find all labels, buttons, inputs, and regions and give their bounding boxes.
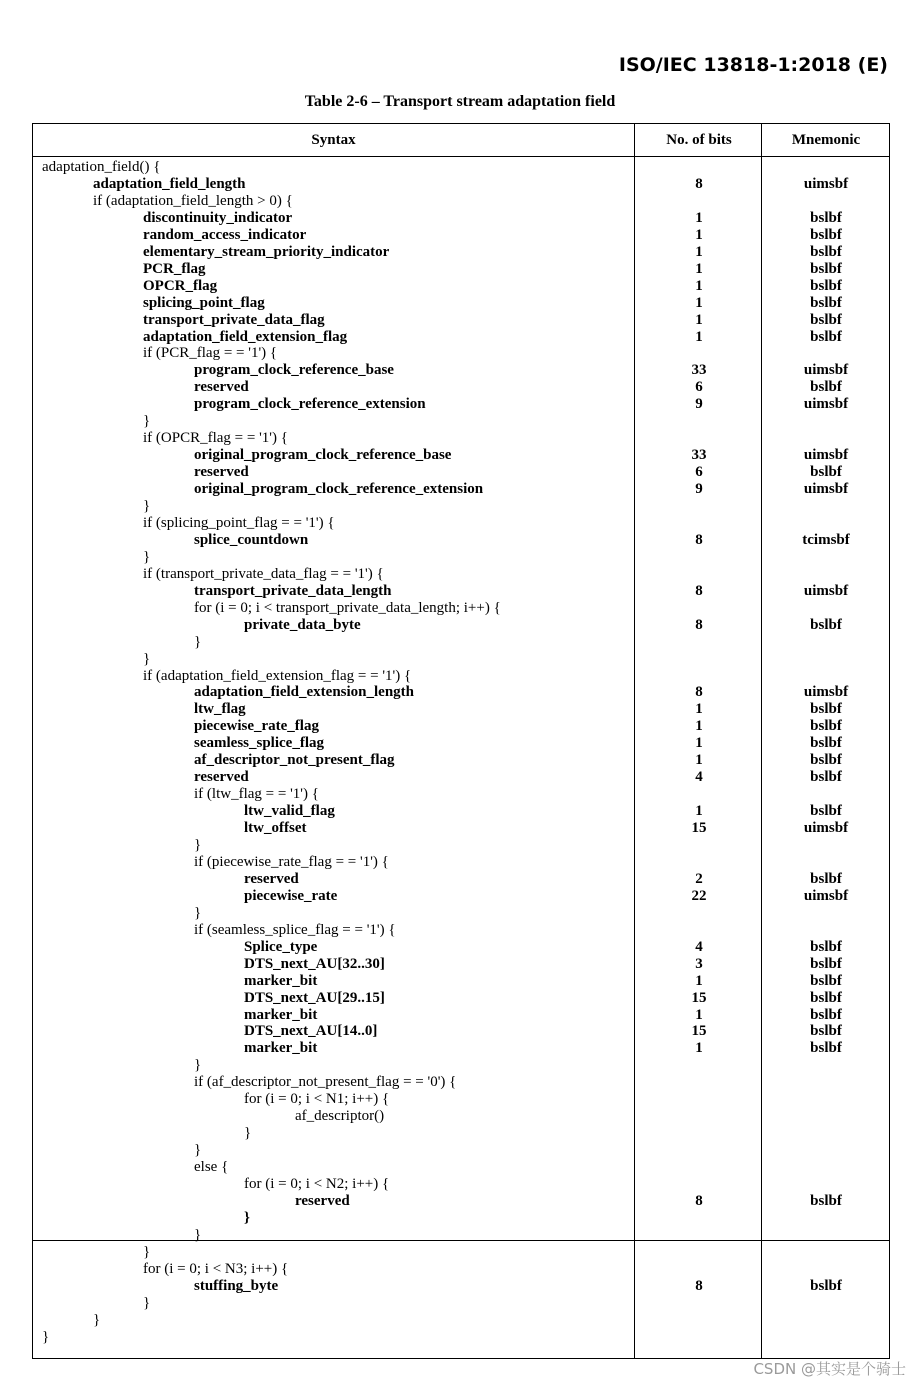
bits-cell: 9 — [695, 396, 703, 413]
syntax-cell: marker_bit — [244, 1040, 318, 1057]
syntax-cell: Splice_type — [244, 938, 318, 955]
table-row — [33, 701, 889, 718]
table-row — [33, 718, 889, 735]
table-row — [33, 295, 889, 312]
syntax-cell: adaptation_field_length — [93, 175, 246, 192]
bits-cell: 22 — [691, 887, 707, 904]
bits-cell: 1 — [695, 209, 703, 226]
bits-cell: 1 — [695, 972, 703, 989]
syntax-cell: if (piecewise_rate_flag = = '1') { — [194, 853, 389, 870]
mnemonic-cell: bslbf — [810, 209, 842, 226]
table-row — [33, 1108, 889, 1125]
syntax-cell: } — [194, 1142, 202, 1159]
table-row — [33, 379, 889, 396]
table-row — [33, 176, 889, 193]
syntax-cell: reserved — [194, 769, 249, 786]
bits-cell: 2 — [695, 870, 703, 887]
syntax-cell: piecewise_rate — [244, 887, 338, 904]
table-row — [33, 1159, 889, 1176]
table-row — [33, 990, 889, 1007]
table-row — [33, 362, 889, 379]
syntax-cell: transport_private_data_flag — [143, 311, 325, 328]
bits-cell: 1 — [695, 701, 703, 718]
bits-cell: 1 — [695, 803, 703, 820]
table-row — [33, 1261, 889, 1278]
bits-cell: 15 — [691, 989, 707, 1006]
bits-cell: 6 — [695, 379, 703, 396]
syntax-cell: for (i = 0; i < N1; i++) { — [244, 1091, 390, 1108]
syntax-cell: program_clock_reference_extension — [194, 396, 426, 413]
syntax-cell: discontinuity_indicator — [143, 209, 293, 226]
syntax-cell: private_data_byte — [244, 616, 361, 633]
mnemonic-cell: uimsbf — [803, 820, 849, 837]
table-row — [33, 1007, 889, 1024]
table-row — [33, 1074, 889, 1091]
table-row — [33, 312, 889, 329]
mnemonic-cell: bslbf — [810, 1192, 842, 1209]
syntax-cell: original_program_clock_reference_base — [194, 447, 452, 464]
syntax-cell: DTS_next_AU[29..15] — [244, 989, 385, 1006]
table-row — [33, 803, 889, 820]
table-row — [33, 668, 889, 685]
syntax-cell: } — [244, 1209, 250, 1226]
syntax-cell: } — [194, 1057, 202, 1074]
syntax-cell: } — [93, 1311, 101, 1328]
table-row — [33, 210, 889, 227]
table-row — [33, 329, 889, 346]
table-row — [33, 583, 889, 600]
syntax-cell: splice_countdown — [194, 531, 309, 548]
syntax-cell: if (PCR_flag = = '1') { — [143, 345, 278, 362]
table-row — [33, 854, 889, 871]
table-row — [33, 939, 889, 956]
syntax-cell: if (af_descriptor_not_present_flag = = '0') { — [194, 1074, 457, 1091]
bits-cell: 1 — [695, 243, 703, 260]
bits-cell: 33 — [691, 447, 707, 464]
table-row — [33, 1210, 889, 1227]
bits-cell: 8 — [695, 616, 703, 633]
syntax-cell: ltw_offset — [244, 820, 307, 837]
bits-cell: 9 — [695, 481, 703, 498]
syntax-cell: for (i = 0; i < transport_private_data_length; i++) { — [194, 599, 501, 616]
syntax-cell: ltw_flag — [194, 701, 246, 718]
table-row — [33, 956, 889, 973]
syntax-cell: adaptation_field_extension_flag — [143, 328, 348, 345]
syntax-table — [32, 123, 890, 1359]
syntax-cell: } — [143, 413, 151, 430]
syntax-cell: splicing_point_flag — [143, 294, 265, 311]
bits-cell: 6 — [695, 464, 703, 481]
bits-cell: 8 — [695, 175, 703, 192]
mnemonic-cell: uimsbf — [803, 175, 849, 192]
bits-cell: 4 — [695, 938, 703, 955]
bits-cell: 1 — [695, 294, 703, 311]
table-row — [33, 1040, 889, 1057]
table-row — [33, 447, 889, 464]
syntax-cell: if (adaptation_field_length > 0) { — [93, 192, 293, 209]
table-row — [33, 922, 889, 939]
table-row — [33, 566, 889, 583]
mnemonic-cell: bslbf — [810, 1023, 842, 1040]
table-row — [33, 1176, 889, 1193]
syntax-cell: marker_bit — [244, 972, 318, 989]
syntax-cell: stuffing_byte — [194, 1277, 279, 1294]
mnemonic-cell: bslbf — [810, 752, 842, 769]
mnemonic-cell: bslbf — [810, 938, 842, 955]
table-row — [33, 651, 889, 668]
header-divider — [33, 156, 889, 157]
syntax-cell: reserved — [244, 870, 299, 887]
syntax-cell: reserved — [295, 1192, 350, 1209]
mnemonic-cell: bslbf — [810, 1006, 842, 1023]
bits-cell: 8 — [695, 684, 703, 701]
mnemonic-cell: uimsbf — [803, 582, 849, 599]
bits-cell: 15 — [691, 1023, 707, 1040]
table-row — [33, 735, 889, 752]
syntax-cell: transport_private_data_length — [194, 582, 392, 599]
syntax-cell: } — [244, 1125, 252, 1142]
syntax-cell: else { — [194, 1159, 229, 1176]
syntax-cell: } — [143, 498, 151, 514]
mnemonic-cell: bslbf — [810, 294, 842, 311]
table-row — [33, 973, 889, 990]
syntax-cell: af_descriptor_not_present_flag — [194, 752, 395, 769]
table-row — [33, 464, 889, 481]
syntax-cell: elementary_stream_priority_indicator — [143, 243, 390, 260]
table-row — [33, 227, 889, 244]
table-row — [33, 1329, 889, 1346]
mnemonic-cell: bslbf — [810, 260, 842, 277]
mnemonic-cell: uimsbf — [803, 887, 849, 904]
bits-cell: 1 — [695, 311, 703, 328]
syntax-cell: program_clock_reference_base — [194, 362, 394, 379]
syntax-cell: if (adaptation_field_extension_flag = = '1') { — [143, 667, 412, 684]
syntax-cell: } — [143, 1294, 151, 1311]
table-caption: Table 2-6 – Transport stream adaptation field — [304, 93, 616, 110]
syntax-cell: ltw_valid_flag — [244, 803, 335, 820]
syntax-cell: } — [143, 1243, 151, 1260]
table-row — [33, 684, 889, 701]
doc-id: ISO/IEC 13818-1:2018 (E) — [618, 54, 888, 76]
bits-cell: 1 — [695, 1006, 703, 1023]
mnemonic-cell: bslbf — [810, 972, 842, 989]
bits-cell: 15 — [691, 820, 707, 837]
mnemonic-cell: bslbf — [810, 311, 842, 328]
bits-cell: 8 — [695, 531, 703, 548]
table-row — [33, 1091, 889, 1108]
bits-cell: 1 — [695, 277, 703, 294]
syntax-cell: if (OPCR_flag = = '1') { — [143, 430, 288, 447]
mnemonic-cell: bslbf — [810, 735, 842, 752]
column-header-mnemonic: Mnemonic — [791, 132, 861, 148]
bits-cell: 3 — [695, 955, 703, 972]
mnemonic-cell: uimsbf — [803, 684, 849, 701]
bits-cell: 8 — [695, 1277, 703, 1294]
syntax-cell: if (transport_private_data_flag = = '1') { — [143, 565, 384, 582]
mnemonic-cell: uimsbf — [803, 481, 849, 498]
mnemonic-cell: uimsbf — [803, 362, 849, 379]
mnemonic-cell: bslbf — [810, 870, 842, 887]
syntax-cell: } — [42, 1328, 50, 1345]
mnemonic-cell: bslbf — [810, 803, 842, 820]
mnemonic-cell: bslbf — [810, 464, 842, 481]
mnemonic-cell: bslbf — [810, 243, 842, 260]
bits-cell: 1 — [695, 752, 703, 769]
table-row — [33, 837, 889, 854]
bits-cell: 1 — [695, 226, 703, 243]
syntax-cell: if (ltw_flag = = '1') { — [194, 786, 319, 803]
table-row — [33, 532, 889, 549]
table-row — [33, 1023, 889, 1040]
mnemonic-cell: bslbf — [810, 379, 842, 396]
syntax-cell: for (i = 0; i < N2; i++) { — [244, 1176, 390, 1192]
table-row — [33, 634, 889, 651]
table-row — [33, 244, 889, 261]
table-row — [33, 1244, 889, 1261]
table-row — [33, 430, 889, 447]
table-row — [33, 515, 889, 532]
mnemonic-cell: bslbf — [810, 616, 842, 633]
table-row — [33, 1125, 889, 1142]
mnemonic-cell: uimsbf — [803, 447, 849, 464]
syntax-cell: DTS_next_AU[32..30] — [244, 955, 385, 972]
table-row — [33, 786, 889, 803]
bits-cell: 8 — [695, 582, 703, 599]
table-row — [33, 1057, 889, 1074]
syntax-cell: adaptation_field() { — [42, 159, 161, 175]
table-row — [33, 600, 889, 617]
bits-cell: 1 — [695, 1040, 703, 1057]
syntax-cell: PCR_flag — [143, 260, 206, 277]
table-row — [33, 345, 889, 362]
table-row — [33, 1312, 889, 1329]
syntax-cell: } — [143, 548, 151, 565]
mnemonic-cell: bslbf — [810, 718, 842, 735]
mnemonic-cell: uimsbf — [803, 396, 849, 413]
syntax-cell: adaptation_field_extension_length — [194, 684, 415, 701]
table-row — [33, 752, 889, 769]
syntax-cell: piecewise_rate_flag — [194, 718, 319, 735]
table-row — [33, 396, 889, 413]
syntax-cell: reserved — [194, 379, 249, 396]
column-header-syntax: Syntax — [311, 132, 356, 148]
table-row — [33, 617, 889, 634]
table-row — [33, 1142, 889, 1159]
table-row — [33, 159, 889, 176]
table-row — [33, 1193, 889, 1210]
mnemonic-cell: bslbf — [810, 277, 842, 294]
syntax-cell: af_descriptor() — [295, 1108, 385, 1125]
table-row — [33, 498, 889, 515]
bits-cell: 4 — [695, 769, 703, 786]
mnemonic-cell: bslbf — [810, 989, 842, 1006]
table-row — [33, 549, 889, 566]
syntax-cell: if (splicing_point_flag = = '1') { — [143, 514, 335, 531]
table-row — [33, 261, 889, 278]
syntax-cell: OPCR_flag — [143, 277, 218, 294]
table-row — [33, 871, 889, 888]
table-row — [33, 888, 889, 905]
mnemonic-cell: bslbf — [810, 701, 842, 718]
bits-cell: 8 — [695, 1192, 703, 1209]
mnemonic-cell: bslbf — [810, 769, 842, 786]
syntax-cell: } — [143, 650, 151, 667]
syntax-cell: random_access_indicator — [143, 226, 307, 243]
syntax-cell: } — [194, 633, 202, 650]
mnemonic-cell: bslbf — [810, 955, 842, 972]
bits-cell: 33 — [691, 362, 707, 379]
syntax-cell: } — [194, 904, 202, 921]
table-row — [33, 769, 889, 786]
syntax-cell: DTS_next_AU[14..0] — [244, 1023, 378, 1040]
syntax-cell: } — [194, 837, 202, 853]
bits-cell: 1 — [695, 735, 703, 752]
bits-cell: 1 — [695, 718, 703, 735]
table-row — [33, 278, 889, 295]
mnemonic-cell: tcimsbf — [802, 531, 850, 548]
table-row — [33, 1278, 889, 1295]
bits-cell: 1 — [695, 260, 703, 277]
syntax-cell: if (seamless_splice_flag = = '1') { — [194, 921, 396, 938]
table-row — [33, 413, 889, 430]
syntax-cell: for (i = 0; i < N3; i++) { — [143, 1260, 289, 1277]
mnemonic-cell: bslbf — [810, 1277, 842, 1294]
syntax-cell: seamless_splice_flag — [194, 735, 324, 752]
table-row — [33, 905, 889, 922]
syntax-cell: marker_bit — [244, 1006, 318, 1023]
column-header-bits: No. of bits — [666, 132, 732, 148]
table-row — [33, 481, 889, 498]
syntax-cell: reserved — [194, 464, 249, 481]
bits-cell: 1 — [695, 328, 703, 345]
syntax-cell: original_program_clock_reference_extension — [194, 481, 484, 498]
watermark: CSDN @其实是个骑士 — [753, 1360, 906, 1378]
table-row — [33, 1295, 889, 1312]
mnemonic-cell: bslbf — [810, 1040, 842, 1057]
mnemonic-cell: bslbf — [810, 226, 842, 243]
table-row — [33, 193, 889, 210]
table-row — [33, 1227, 889, 1244]
syntax-cell: } — [194, 1226, 202, 1243]
table-row — [33, 820, 889, 837]
mnemonic-cell: bslbf — [810, 328, 842, 345]
